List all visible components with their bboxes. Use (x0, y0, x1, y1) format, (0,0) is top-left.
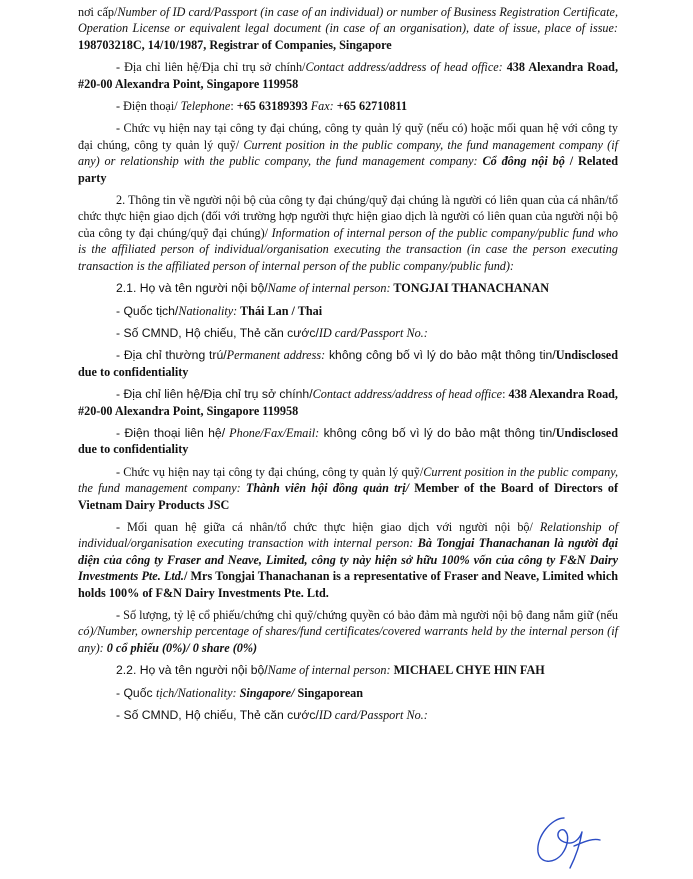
paragraph-id-number: nơi cấp/Number of ID card/Passport (in case of an individual) or number of Business Registration Certificate, Operation License or equivalent legal document (in case of an organisation), date of issue, place of issue: 198703218C, 14/10/1987, Registrar of Companies, Singapore (78, 5, 618, 52)
internal-person-1-permanent-address: - Địa chỉ thường trú/Permanent address: không công bố vì lý do bảo mật thông tin/Undisclosed due to confidentiality (78, 348, 618, 379)
internal-person-2-nationality: - Quốc tịch/Nationality: Singapore/ Singaporean (116, 685, 363, 700)
internal-person-1-position: - Chức vụ hiện nay tại công ty đại chúng, công ty quản lý quỹ/Current position in the public company, the fund management company: Thành viên hội đồng quản trị/ Member of the Board of Directors of Vietnam Dairy Products JSC (78, 464, 618, 512)
paragraph-telephone: - Điện thoại/ Telephone: +65 63189393 Fax: +65 62710811 (116, 99, 408, 114)
internal-person-1-name: 2.1. Họ và tên người nội bộ/Name of internal person: TONGJAI THANACHANAN (116, 281, 550, 296)
document-page (78, 0, 618, 729)
internal-person-2-name: 2.2. Họ và tên người nội bộ/Name of internal person: MICHAEL CHYE HIN FAH (116, 663, 545, 678)
internal-person-1-id-card: - Số CMND, Hộ chiếu, Thẻ căn cước/ID card/Passport No.: (116, 325, 428, 340)
paragraph-head-office-address: - Địa chỉ liên hệ/Địa chỉ trụ sở chính/Contact address/address of head office: 438 Alexandra Road, #20-00 Alexandra Point, Singapore 119958 (78, 60, 618, 91)
signature-initials (524, 808, 604, 870)
internal-person-1-nationality: - Quốc tịch/Nationality: Thái Lan / Thai (116, 303, 323, 318)
internal-person-2-id-card: - Số CMND, Hộ chiếu, Thẻ căn cước/ID card/Passport No.: (116, 708, 428, 723)
section-2-heading: 2. Thông tin về người nội bộ của công ty đại chúng/quỹ đại chúng là người có liên quan của cá nhân/tổ chức thực hiện giao dịch (đối với trường hợp người thực hiện giao dịch là người có liên quan của người nội bộ của công ty đại chúng/quỹ đại chúng)/ Information of internal person of the public company/public fund who is the affiliated person of individual/organisation executing the transaction (in case the person executing transaction is the affiliated person of internal person of the public company/public fund): (78, 193, 619, 273)
internal-person-1-relationship: - Mối quan hệ giữa cá nhân/tổ chức thực hiện giao dịch với người nội bộ/ Relationship of individual/organisation executing transaction with internal person: Bà Tongjai Thanachanan là người đại diện của công ty Fraser and Neave, Limited, công ty này hiện sở hữu 100% vốn của công ty F&N Dairy Investments Pte. Ltd./ Mrs Tongjai Thanachanan is a representative of Fraser and Neave, Limited which holds 100% of F&N Dairy Investments Pte. Ltd. (78, 519, 619, 600)
internal-person-1-holdings: - Số lượng, tỷ lệ cổ phiếu/chứng chỉ quỹ/chứng quyền có bảo đảm mà người nội bộ đang nắm giữ (nếu có)/Number, ownership percentage of shares/fund certificates/covered warrants held by the internal person (if any): 0 cổ phiếu (0%)/ 0 share (0%) (78, 608, 618, 655)
internal-person-1-phone: - Điện thoại liên hệ/ Phone/Fax/Email: không công bố vì lý do bảo mật thông tin/Undisclosed due to confidentiality (78, 425, 618, 457)
paragraph-current-position: - Chức vụ hiện nay tại công ty đại chúng, công ty quản lý quỹ (nếu có) hoặc mối quan hệ với công ty đại chúng, công ty quản lý quỹ/ Current position in the public company, the fund management company (if any) or relationship with the public company, the fund management company: Cổ đông nội bộ / Related party (78, 121, 618, 185)
internal-person-1-contact-address: - Địa chỉ liên hệ/Địa chỉ trụ sở chính/Contact address/address of head office: 438 Alexandra Road, #20-00 Alexandra Point, Singapore 119958 (78, 387, 618, 418)
